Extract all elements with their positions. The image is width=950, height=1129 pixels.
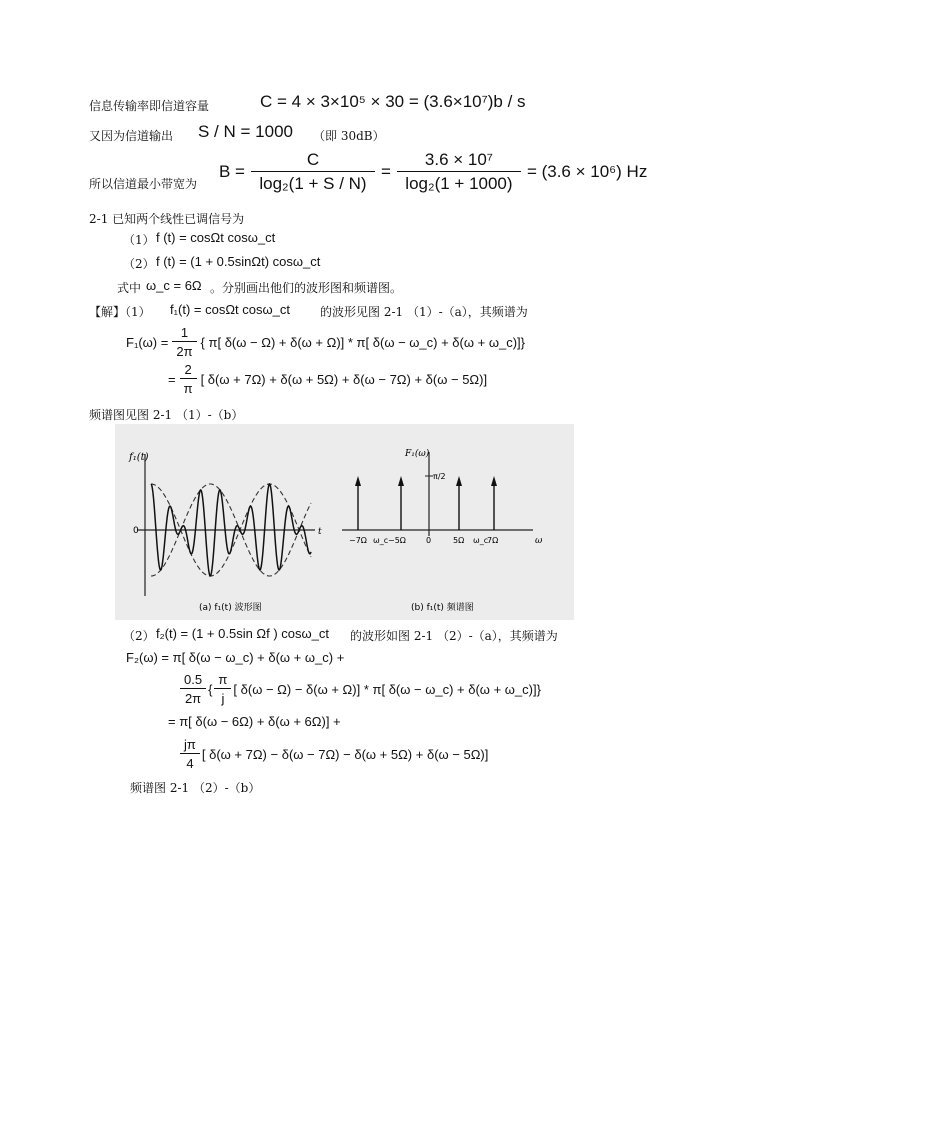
figure-svg (115, 424, 574, 620)
F1-equation (126, 325, 525, 359)
fraction-value (397, 150, 521, 194)
fraction-numerator: 0.5 (184, 672, 203, 687)
fraction-numerator: 3.6 × 10⁷ (424, 150, 493, 169)
F1-simplified (168, 362, 487, 396)
line2-label: 又因为信道输出 (89, 129, 174, 143)
waveform-caption: (a) f₁(t) 波形图 (199, 603, 262, 613)
impulse-neg7-arrow (355, 476, 361, 486)
fraction-denominator: j (214, 688, 231, 706)
F2-line2 (180, 672, 541, 706)
fraction-numerator: C (306, 150, 320, 169)
waveform-spectrum-figure (115, 424, 574, 620)
item1-number: （1） (123, 233, 155, 247)
fraction-numerator: jπ (184, 737, 196, 752)
tick-pos5: 5Ω (453, 536, 465, 545)
line2-formula: S / N = 1000 (198, 122, 293, 141)
impulse-pos5-arrow (456, 476, 462, 486)
solution2-text: 的波形如图 2-1 （2）-（a），其频谱为 (350, 629, 558, 643)
F1b-fraction (180, 362, 197, 396)
equals-sign: = (168, 371, 176, 387)
tick-pos7: 7Ω (487, 536, 499, 545)
F1-fraction (172, 325, 196, 359)
condition-prefix: 式中 (117, 281, 142, 295)
F2-coef-fraction (180, 672, 206, 706)
F1-rhs: { π[ δ(ω − Ω) + δ(ω + Ω)] * π[ δ(ω − ω_c) + δ(ω + ω_c)]} (200, 334, 526, 350)
solution2-number: （2） (123, 629, 155, 643)
bandwidth-equation (219, 150, 647, 194)
solution1-formula: f₁(t) = cosΩt cosω_ct (170, 302, 290, 317)
waveform-y-label: f₁(t) (129, 452, 149, 463)
condition-formula: ω_c = 6Ω (146, 278, 202, 293)
brace-open: { (208, 681, 213, 697)
equals-sign: = (381, 162, 391, 181)
fraction-denominator: 2π (180, 688, 206, 706)
impulse-pos7-arrow (491, 476, 497, 486)
F2-line1: F₂(ω) = π[ δ(ω − ω_c) + δ(ω + ω_c) + (126, 650, 345, 665)
fraction-denominator: log₂(1 + 1000) (397, 171, 521, 194)
bandwidth-b: B = (219, 162, 245, 181)
tick-neg7: −7Ω (349, 536, 367, 545)
impulse-group (355, 476, 497, 530)
bandwidth-result: = (3.6 × 10⁶) Hz (526, 162, 648, 181)
line2-note: （即 30dB） (313, 129, 385, 143)
solution2-formula: f₂(t) = (1 + 0.5sin Ωf ) cosω_ct (156, 626, 330, 641)
line1-label: 信息传输率即信道容量 (89, 99, 210, 113)
line1-formula: C = 4 × 3×10⁵ × 30 = (3.6×10⁷)b / s (260, 92, 526, 111)
fraction-denominator: log₂(1 + S / N) (251, 171, 375, 194)
item2-number: （2） (123, 257, 155, 271)
problem-title: 2-1 已知两个线性已调信号为 (89, 212, 245, 226)
tick-wc-pos: ω_c (473, 536, 489, 545)
F2-line2-rhs: [ δ(ω − Ω) − δ(ω + Ω)] * π[ δ(ω − ω_c) + δ(ω + ω_c)]} (233, 681, 541, 697)
fraction-numerator: 1 (180, 325, 189, 340)
item2-formula: f (t) = (1 + 0.5sinΩt) cosω_ct (156, 254, 321, 269)
solution-label: 【解】（1） (89, 305, 151, 319)
fraction-numerator: 2 (184, 362, 192, 377)
fraction-denominator: 4 (180, 753, 200, 771)
tick-wc-neg: ω_c (373, 536, 389, 545)
F2-pi-over-j (214, 672, 231, 706)
spectrum-note-2: 频谱图 2-1 （2）-（b） (130, 781, 261, 795)
fraction-denominator: 2π (172, 341, 196, 359)
spectrum-plot (342, 448, 543, 613)
waveform-plot (128, 452, 322, 613)
spectrum-caption: (b) f₁(t) 频谱图 (411, 603, 474, 613)
F1-lhs: F₁(ω) = (126, 334, 169, 350)
spectrum-w-label: ω (535, 536, 543, 546)
fraction-denominator: π (180, 378, 197, 396)
spectrum-note-1: 频谱图见图 2-1 （1）-（b） (89, 408, 244, 422)
condition-text: 。分别画出他们的波形图和频谱图。 (210, 281, 403, 295)
spectrum-amplitude-label: π/2 (433, 472, 446, 481)
impulse-neg5-arrow (398, 476, 404, 486)
fraction-numerator: π (218, 672, 228, 687)
F1b-rhs: [ δ(ω + 7Ω) + δ(ω + 5Ω) + δ(ω − 7Ω) + δ(ω − 5Ω)] (200, 371, 488, 387)
F2-line4 (180, 737, 488, 771)
item1-formula: f (t) = cosΩt cosω_ct (156, 230, 276, 245)
solution1-text: 的波形见图 2-1 （1）-（a），其频谱为 (320, 305, 528, 319)
fraction-c-over-log (251, 150, 375, 194)
waveform-t-label: t (318, 527, 322, 537)
line3-label: 所以信道最小带宽为 (89, 177, 198, 191)
F2-line4-rhs: [ δ(ω + 7Ω) − δ(ω − 7Ω) − δ(ω + 5Ω) + δ(ω − 5Ω)] (201, 746, 489, 762)
spectrum-y-label: F₁(ω) (405, 449, 430, 459)
F2-jpi-over-4 (180, 737, 200, 771)
tick-zero: 0 (426, 536, 432, 545)
waveform-zero-label: 0 (133, 526, 139, 536)
tick-neg5: −5Ω (388, 536, 406, 545)
F2-line3: = π[ δ(ω − 6Ω) + δ(ω + 6Ω)] + (168, 714, 341, 729)
